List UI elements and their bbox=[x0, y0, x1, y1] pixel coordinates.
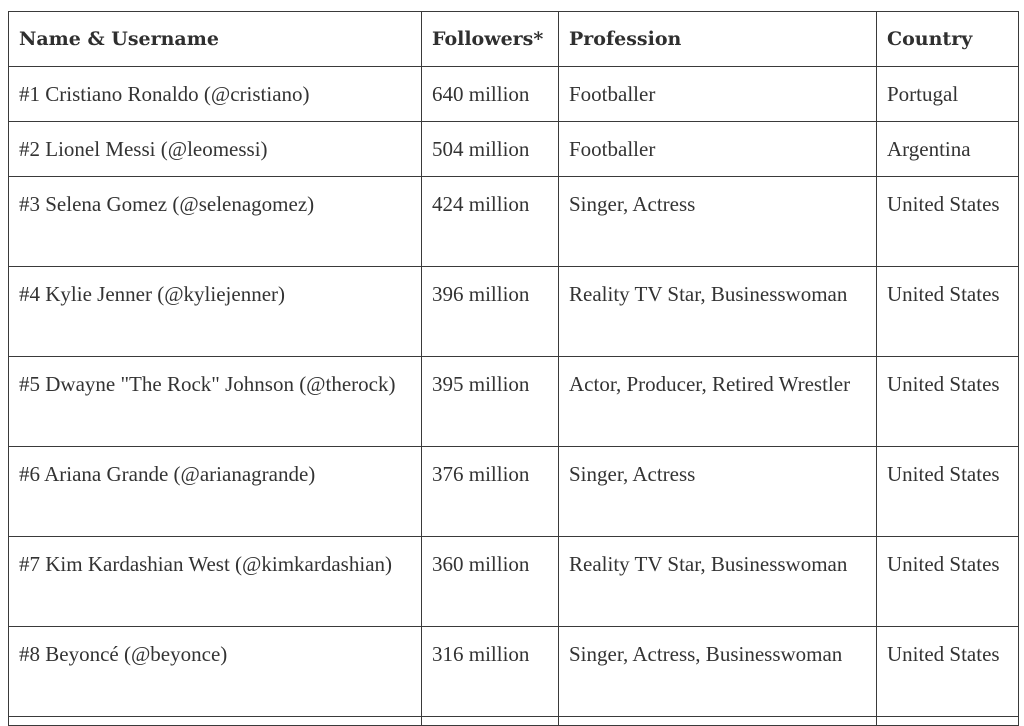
cell-country: United States bbox=[877, 177, 1019, 267]
cell-profession: Singer, Actress bbox=[559, 447, 877, 537]
cell-followers: 316 million bbox=[422, 627, 559, 717]
table-header-row bbox=[9, 12, 1019, 67]
table-row bbox=[9, 267, 1019, 357]
cell-profession: Reality TV Star, Businesswoman bbox=[559, 267, 877, 357]
cell-profession: Footballer bbox=[559, 122, 877, 177]
cell-followers: 424 million bbox=[422, 177, 559, 267]
cell-name: #2 Lionel Messi (@leomessi) bbox=[9, 122, 422, 177]
cell-empty bbox=[9, 717, 422, 726]
cell-name: #1 Cristiano Ronaldo (@cristiano) bbox=[9, 67, 422, 122]
cell-followers: 396 million bbox=[422, 267, 559, 357]
cell-name: #6 Ariana Grande (@arianagrande) bbox=[9, 447, 422, 537]
cell-profession: Singer, Actress bbox=[559, 177, 877, 267]
cell-followers: 395 million bbox=[422, 357, 559, 447]
table-row bbox=[9, 67, 1019, 122]
cell-name: #3 Selena Gomez (@selenagomez) bbox=[9, 177, 422, 267]
cell-country: United States bbox=[877, 627, 1019, 717]
cell-empty bbox=[559, 717, 877, 726]
header-profession: Profession bbox=[559, 12, 877, 67]
table-row bbox=[9, 537, 1019, 627]
cell-name: #8 Beyoncé (@beyonce) bbox=[9, 627, 422, 717]
cell-country: United States bbox=[877, 447, 1019, 537]
cell-profession: Reality TV Star, Businesswoman bbox=[559, 537, 877, 627]
table-row bbox=[9, 627, 1019, 717]
table-row-cutoff bbox=[9, 717, 1019, 726]
cell-empty bbox=[422, 717, 559, 726]
table-row bbox=[9, 357, 1019, 447]
cell-name: #4 Kylie Jenner (@kyliejenner) bbox=[9, 267, 422, 357]
cell-country: United States bbox=[877, 357, 1019, 447]
header-country: Country bbox=[877, 12, 1019, 67]
cell-country: Argentina bbox=[877, 122, 1019, 177]
cell-empty bbox=[877, 717, 1019, 726]
cell-followers: 504 million bbox=[422, 122, 559, 177]
cell-followers: 360 million bbox=[422, 537, 559, 627]
header-followers: Followers* bbox=[422, 12, 559, 67]
header-name-username: Name & Username bbox=[9, 12, 422, 67]
table-row bbox=[9, 122, 1019, 177]
cell-country: United States bbox=[877, 267, 1019, 357]
cell-followers: 376 million bbox=[422, 447, 559, 537]
cell-country: United States bbox=[877, 537, 1019, 627]
table-row bbox=[9, 177, 1019, 267]
cell-profession: Singer, Actress, Businesswoman bbox=[559, 627, 877, 717]
table-row bbox=[9, 447, 1019, 537]
cell-name: #5 Dwayne "The Rock" Johnson (@therock) bbox=[9, 357, 422, 447]
cell-country: Portugal bbox=[877, 67, 1019, 122]
cell-name: #7 Kim Kardashian West (@kimkardashian) bbox=[9, 537, 422, 627]
cell-profession: Footballer bbox=[559, 67, 877, 122]
cell-profession: Actor, Producer, Retired Wrestler bbox=[559, 357, 877, 447]
cell-followers: 640 million bbox=[422, 67, 559, 122]
instagram-followers-table bbox=[8, 11, 1019, 726]
